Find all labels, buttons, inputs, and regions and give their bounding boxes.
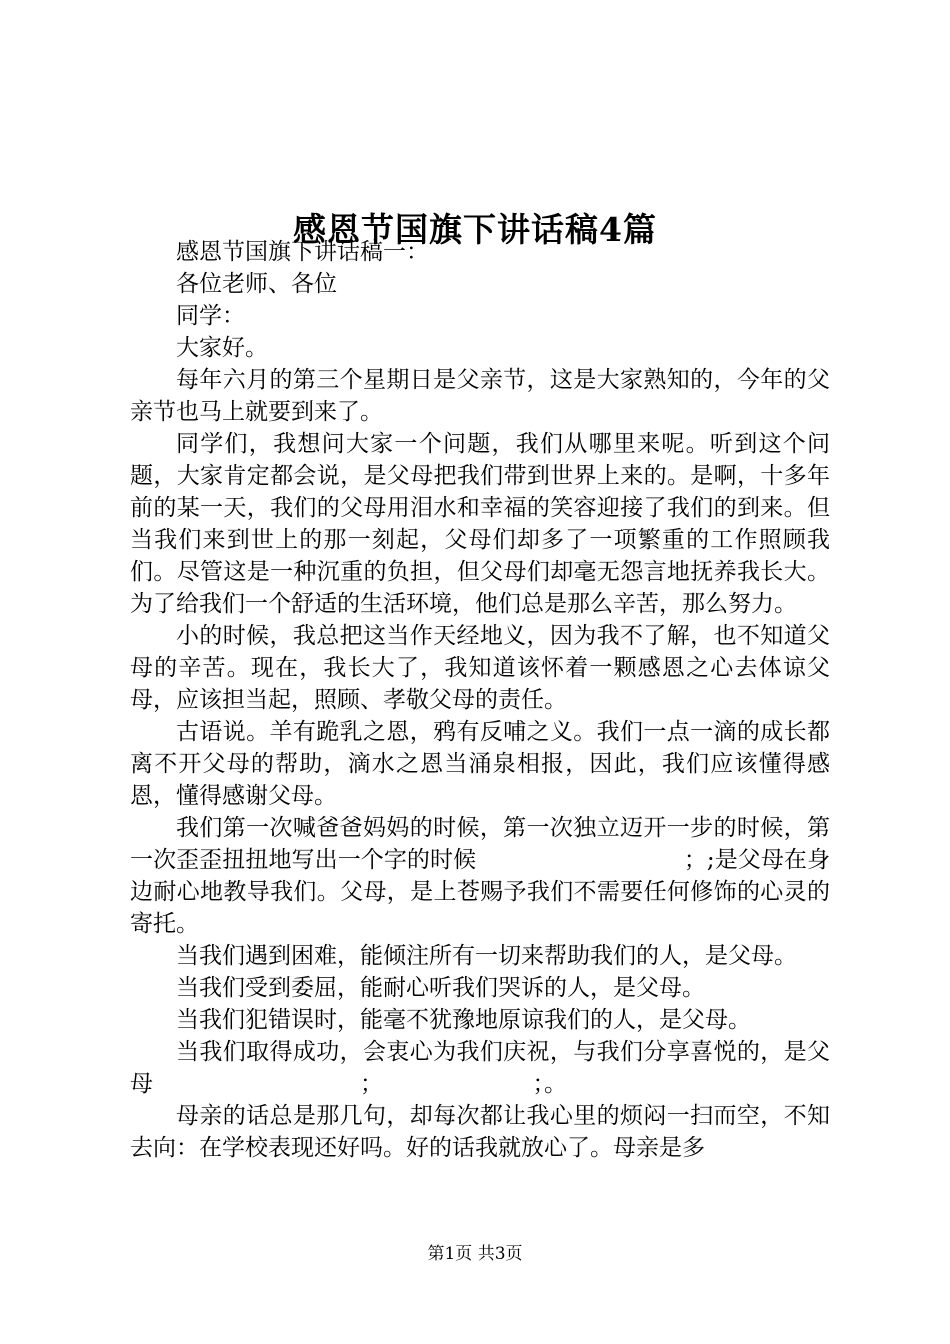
paragraph: 大家好。 [176, 335, 268, 361]
paragraph: 同学： [176, 303, 245, 329]
document-title: 感恩节国旗下讲话稿4篇 [293, 210, 657, 250]
paragraph: 我们第一次喊爸爸妈妈的时候，第一次独立迈开一步的时候，第一次歪歪扭扭地写出一个字的时候 ；;是父母在身边耐心地教导我们。父母，是上苍赐予我们不需要任何修饰的心灵的寄托。 [130, 815, 830, 937]
paragraph: 母亲的话总是那几句，却每次都让我心里的烦闷一扫而空，不知去向：在学校表现还好吗。好的话我就放心了。母亲是多 [130, 1103, 830, 1161]
paragraph: 各位老师、各位 [176, 271, 337, 297]
paragraph: 同学们，我想问大家一个问题，我们从哪里来呢。听到这个问题，大家肯定都会说，是父母把我们带到世界上来的。是啊，十多年前的某一天，我们的父母用泪水和幸福的笑容迎接了我们的到来。但当我们来到世上的那一刻起，父母们却多了一项繁重的工作照顾我们。尽管这是一种沉重的负担，但父母们却毫无怨言地抚养我长大。为了给我们一个舒适的生活环境，他们总是那么辛苦，那么努力。 [130, 431, 830, 617]
paragraph: 当我们遇到困难，能倾注所有一切来帮助我们的人，是父母。 [176, 943, 797, 969]
paragraph: 每年六月的第三个星期日是父亲节，这是大家熟知的，今年的父亲节也马上就要到来了。 [130, 367, 830, 425]
paragraph: 当我们受到委屈，能耐心听我们哭诉的人，是父母。 [176, 975, 705, 1001]
paragraph: 当我们犯错误时，能毫不犹豫地原谅我们的人，是父母。 [176, 1007, 751, 1033]
page-number-footer: 第1页 共3页 [427, 1244, 523, 1264]
paragraph: 古语说。羊有跪乳之恩，鸦有反哺之义。我们一点一滴的成长都离不开父母的帮助，滴水之恩当涌泉相报，因此，我们应该懂得感恩，懂得感谢父母。 [130, 719, 830, 809]
document-body [130, 236, 830, 1164]
paragraph: 小的时候，我总把这当作天经地义，因为我不了解，也不知道父母的辛苦。现在，我长大了，我知道该怀着一颗感恩之心去体谅父母，应该担当起，照顾、孝敬父母的责任。 [130, 623, 830, 713]
paragraph: 当我们取得成功，会衷心为我们庆祝，与我们分享喜悦的，是父母 ； ；。 [130, 1039, 830, 1097]
paragraph: 感恩节国旗下讲话稿一： [176, 239, 429, 265]
